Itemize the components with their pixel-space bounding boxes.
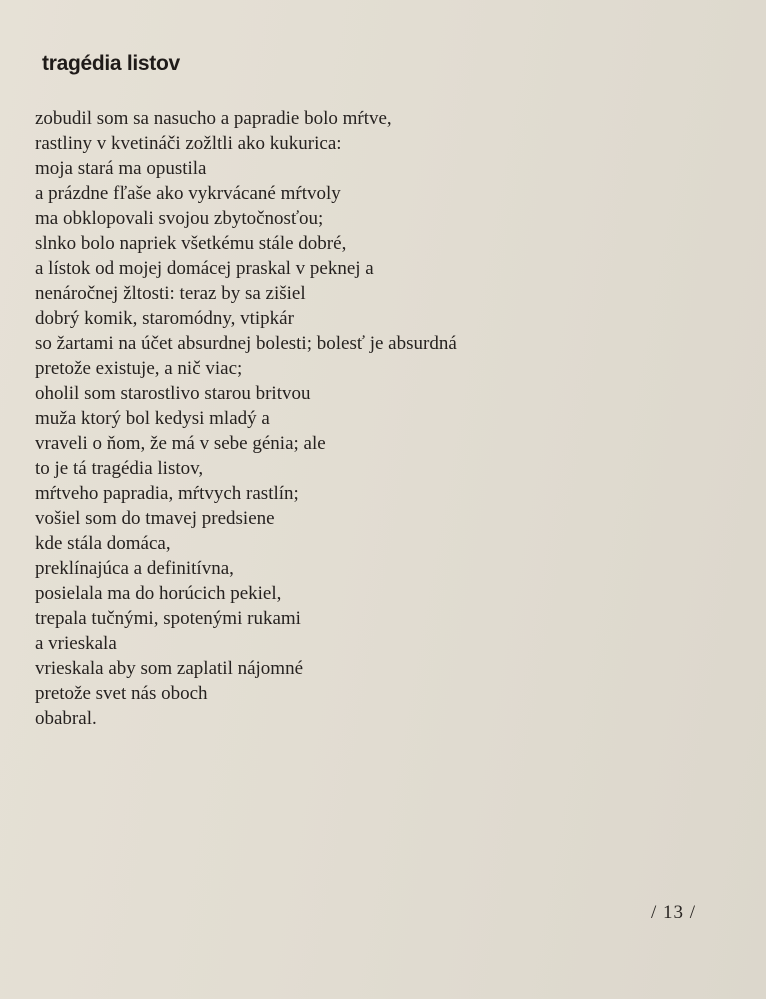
poem-line: to je tá tragédia listov,: [35, 458, 204, 479]
poem-line: zobudil som sa nasucho a papradie bolo mŕtve,: [35, 108, 392, 129]
poem-line: slnko bolo napriek všetkému stále dobré,: [35, 233, 347, 254]
poem-line: rastliny v kvetináči zožltli ako kukurica:: [35, 133, 342, 154]
poem-line: mŕtveho papradia, mŕtvych rastlín;: [35, 483, 299, 504]
poem-body: [35, 106, 457, 731]
poem-title: tragédia listov: [42, 52, 180, 75]
poem-line: a vrieskala: [35, 633, 117, 654]
poem-line: trepala tučnými, spotenými rukami: [35, 608, 301, 629]
poem-line: posielala ma do horúcich pekiel,: [35, 583, 282, 604]
poem-line: moja stará ma opustila: [35, 158, 207, 179]
poem-line: oholil som starostlivo starou britvou: [35, 383, 311, 404]
poem-line: vošiel som do tmavej predsiene: [35, 508, 275, 529]
poem-line: obabral.: [35, 708, 97, 729]
poem-line: pretože svet nás oboch: [35, 683, 208, 704]
poem-line: dobrý komik, staromódny, vtipkár: [35, 308, 294, 329]
poem-line: a lístok od mojej domácej praskal v peknej a: [35, 258, 374, 279]
poem-line: a prázdne fľaše ako vykrvácané mŕtvoly: [35, 183, 341, 204]
poem-line: nenáročnej žltosti: teraz by sa zišiel: [35, 283, 306, 304]
poem-line: muža ktorý bol kedysi mladý a: [35, 408, 270, 429]
poem-line: so žartami na účet absurdnej bolesti; bolesť je absurdná: [35, 333, 457, 354]
poem-line: vraveli o ňom, že má v sebe génia; ale: [35, 433, 326, 454]
poem-line: vrieskala aby som zaplatil nájomné: [35, 658, 304, 679]
page-number: / 13 /: [651, 902, 697, 923]
poem-line: kde stála domáca,: [35, 533, 171, 554]
poem-line: pretože existuje, a nič viac;: [35, 358, 243, 379]
poem-line: preklínajúca a definitívna,: [35, 558, 234, 579]
poem-line: ma obklopovali svojou zbytočnosťou;: [35, 208, 324, 229]
